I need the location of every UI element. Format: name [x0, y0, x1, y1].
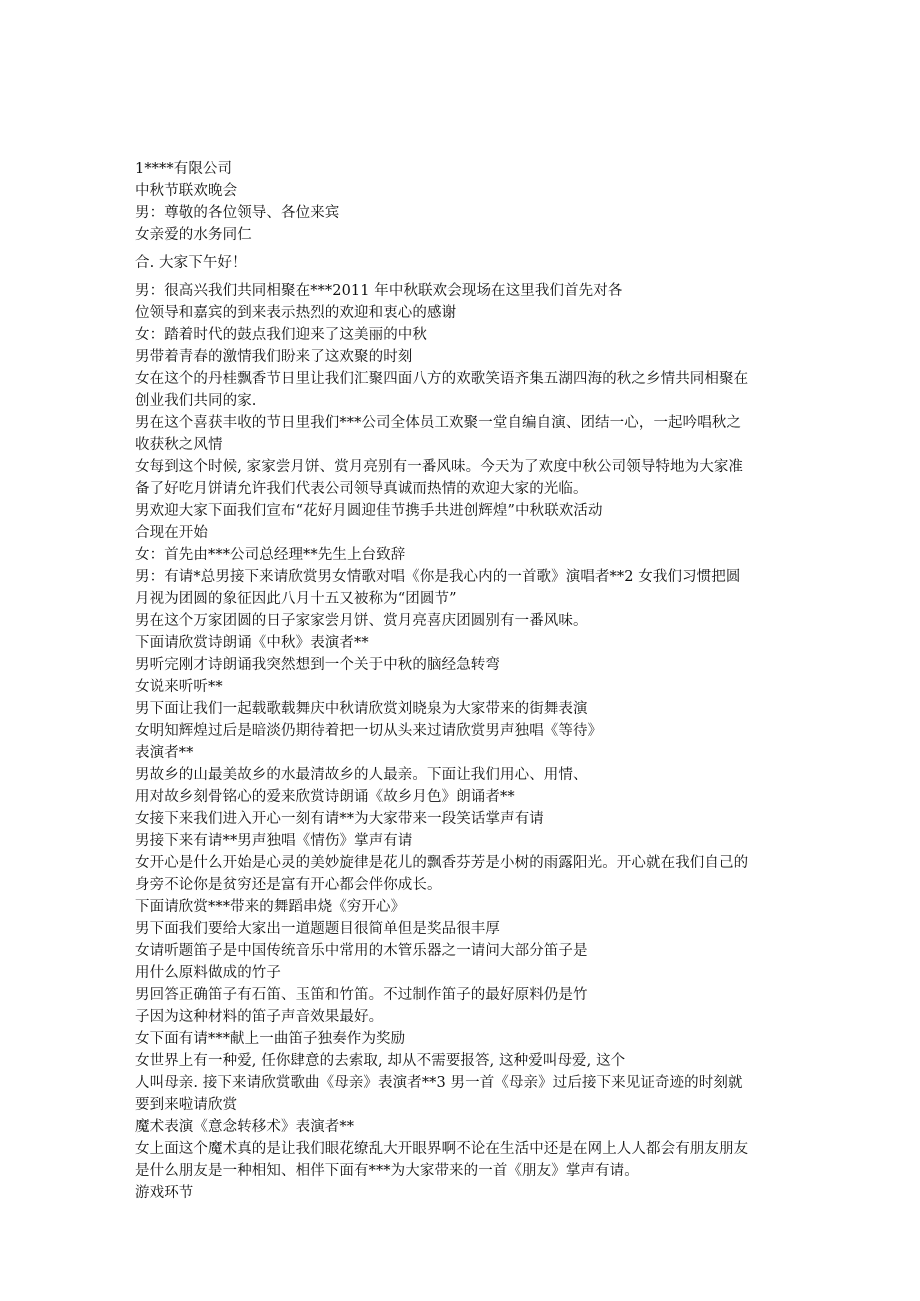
- script-line: 月视为团圆的象征因此八月十五又被称为“团圆节”: [135, 591, 457, 607]
- document-body: [135, 158, 790, 1204]
- script-line: 人叫母亲. 接下来请欣赏歌曲《母亲》表演者**3 男一首《母亲》过后接下来见证奇迹的时刻就: [135, 1075, 743, 1091]
- script-line: 女每到这个时候, 家家尝月饼、赏月亮别有一番风味。今天为了欢度中秋公司领导特地为大家准: [135, 459, 744, 475]
- script-line: 女说来听听**: [135, 679, 223, 695]
- section-heading: 游戏环节: [135, 1185, 194, 1201]
- script-line: 子因为这种材料的笛子声音效果最好。: [135, 1009, 384, 1025]
- script-line: 男在这个万家团圆的日子家家尝月饼、赏月亮喜庆团圆别有一番风味。: [135, 613, 588, 629]
- script-line: 合现在开始: [135, 525, 208, 541]
- script-line: 女在这个的丹桂飘香节日里让我们汇聚四面八方的欢歌笑语齐集五湖四海的秋之乡情共同相聚在: [135, 371, 749, 387]
- script-line: 下面请欣赏诗朗诵《中秋》表演者**: [135, 635, 369, 651]
- script-line: 男欢迎大家下面我们宣布“花好月圆迎佳节携手共进创辉煌”中秋联欢活动: [135, 503, 603, 519]
- event-title: 中秋节联欢晚会: [135, 183, 238, 199]
- script-line: 创业我们共同的家.: [135, 393, 257, 409]
- script-line: 表演者**: [135, 745, 194, 761]
- script-line: 位领导和嘉宾的到来表示热烈的欢迎和衷心的感谢: [135, 305, 457, 321]
- script-line: 男听完刚才诗朗诵我突然想到一个关于中秋的脑经急转弯: [135, 657, 500, 673]
- script-line: 女世界上有一种爱, 任你肆意的去索取, 却从不需要报答, 这种爱叫母爱, 这个: [135, 1053, 626, 1069]
- script-line: 男：很高兴我们共同相聚在***2011 年中秋联欢会现场在这里我们首先对各: [135, 283, 623, 299]
- script-line: 男：尊敬的各位领导、各位来宾: [135, 205, 340, 221]
- script-line: 用对故乡刻骨铭心的爱来欣赏诗朗诵《故乡月色》朗诵者**: [135, 789, 515, 805]
- script-line: 女：首先由***公司总经理**先生上台致辞: [135, 547, 406, 563]
- script-line: 男接下来有请**男声独唱《情伤》掌声有请: [135, 833, 413, 849]
- script-line: 男回答正确笛子有石笛、玉笛和竹笛。不过制作笛子的最好原料仍是竹: [135, 987, 588, 1003]
- script-line: 女开心是什么开始是心灵的美妙旋律是花儿的飘香芬芳是小树的雨露阳光。开心就在我们自己的: [135, 855, 749, 871]
- script-line: 下面请欣赏***带来的舞蹈串烧《穷开心》: [135, 899, 406, 915]
- script-line: 合. 大家下午好！: [135, 255, 247, 271]
- script-line: 男下面让我们一起载歌载舞庆中秋请欣赏刘晓泉为大家带来的街舞表演: [135, 701, 588, 717]
- script-line: 身旁不论你是贫穷还是富有开心都会伴你成长。: [135, 877, 442, 893]
- script-line: 女接下来我们进入开心一刻有请**为大家带来一段笑话掌声有请: [135, 811, 544, 827]
- script-line: 男在这个喜获丰收的节日里我们***公司全体员工欢聚一堂自编自演、团结一心，一起吟唱秋之: [135, 415, 742, 431]
- script-line: 男故乡的山最美故乡的水最清故乡的人最亲。下面让我们用心、用情、: [135, 767, 588, 783]
- company-name: 1****有限公司: [135, 161, 233, 177]
- script-line: 男下面我们要给大家出一道题题目很简单但是奖品很丰厚: [135, 921, 500, 937]
- script-line: 备了好吃月饼请允许我们代表公司领导真诚而热情的欢迎大家的光临。: [135, 481, 588, 497]
- script-line: 是什么朋友是一种相知、相伴下面有***为大家带来的一首《朋友》掌声有请。: [135, 1163, 639, 1179]
- script-line: 男带着青春的激情我们盼来了这欢聚的时刻: [135, 349, 413, 365]
- script-line: 用什么原料做成的竹子: [135, 965, 281, 981]
- script-line: 女：踏着时代的鼓点我们迎来了这美丽的中秋: [135, 327, 427, 343]
- script-line: 男：有请*总男接下来请欣赏男女情歌对唱《你是我心内的一首歌》演唱者**2 女我们习惯把圆: [135, 569, 741, 585]
- script-line: 女上面这个魔术真的是让我们眼花缭乱大开眼界啊不论在生活中还是在网上人人都会有朋友朋友: [135, 1141, 749, 1157]
- script-line: 女下面有请***献上一曲笛子独奏作为奖励: [135, 1031, 406, 1047]
- script-line: 魔术表演《意念转移术》表演者**: [135, 1119, 355, 1135]
- script-line: 女请听题笛子是中国传统音乐中常用的木管乐器之一请问大部分笛子是: [135, 943, 588, 959]
- script-line: 要到来啦请欣赏: [135, 1097, 238, 1113]
- script-line: 女明知辉煌过后是暗淡仍期待着把一切从头来过请欣赏男声独唱《等待》: [135, 723, 603, 739]
- script-line: 女亲爱的水务同仁: [135, 227, 252, 243]
- script-line: 收获秋之风情: [135, 437, 223, 453]
